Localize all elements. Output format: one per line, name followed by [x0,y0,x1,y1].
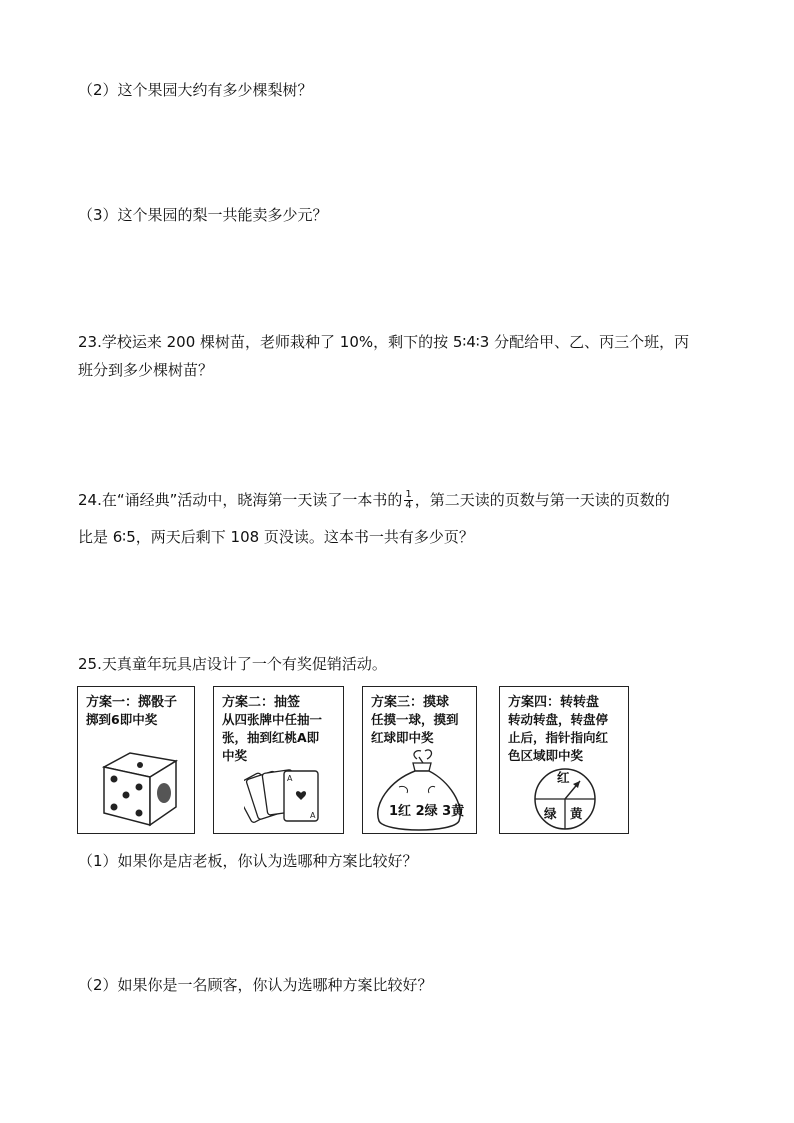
plan-3-panel [362,686,477,834]
question-22-part-2: （2）这个果园大约有多少棵梨树？ [78,81,313,99]
spinner-red-label: 红 [557,770,570,785]
plan-4-panel [499,686,629,834]
plan-1-panel [77,686,195,834]
question-24-text-a: 24.在“诵经典”活动中，晓海第一天读了一本书的 [78,491,403,509]
plan-4-desc-line-1: 转动转盘，转盘停 [508,712,609,727]
plan-4-desc-line-3: 色区域即中奖 [508,748,584,763]
question-25-part-1: （1）如果你是店老板，你认为选哪种方案比较好？ [78,852,418,870]
question-23-line-2: 班分到多少棵树苗？ [78,361,214,379]
plan-1-title: 方案一：掷骰子 [86,695,178,710]
fraction-denominator: 4 [405,500,412,511]
dice-icon [94,749,184,829]
plan-3-desc-line-1: 任摸一球，摸到 [371,712,459,727]
plan-2-desc-line-2: 张，抽到红桃A即 [222,730,320,745]
fraction-numerator: 1 [405,489,412,500]
fraction-one-quarter [404,490,412,511]
spinner-green-label: 绿 [544,806,557,821]
spinner-yellow-label: 黄 [570,806,583,821]
plan-4-desc-line-2: 止后，指针指向红 [508,730,609,745]
question-24-text-b: ，第二天读的页数与第一天读的页数的 [414,491,670,509]
question-22-part-3: （3）这个果园的梨一共能卖多少元？ [78,206,328,224]
plan-2-desc-line-3: 中奖 [222,748,248,763]
question-24-line-2: 比是 6∶5，两天后剩下 108 页没读。这本书一共有多少页？ [78,528,474,546]
question-25-intro: 25.天真童年玩具店设计了一个有奖促销活动。 [78,655,387,673]
plan-3-desc-line-2: 红球即中奖 [371,730,434,745]
plan-3-title: 方案三：摸球 [371,695,450,710]
ball-distribution-label: 1红 2绿 3黄 [389,804,465,819]
question-25-part-2: （2）如果你是一名顾客，你认为选哪种方案比较好？ [78,976,433,994]
plan-4-title: 方案四：转转盘 [508,695,600,710]
plan-2-title: 方案二：抽签 [222,695,301,710]
plan-2-panel [213,686,344,834]
plan-1-desc-line-1: 掷到6即中奖 [86,712,158,727]
svg-text:A: A [310,811,316,820]
question-23-line-1: 23.学校运来 200 棵树苗，老师栽种了 10%，剩下的按 5∶4∶3 分配给甲、乙、丙三个班，丙 [78,333,690,351]
svg-text:A: A [287,774,293,783]
playing-cards-icon [244,765,334,831]
plan-2-desc-line-1: 从四张牌中任抽一 [222,712,323,727]
question-24-line-1 [78,490,670,511]
